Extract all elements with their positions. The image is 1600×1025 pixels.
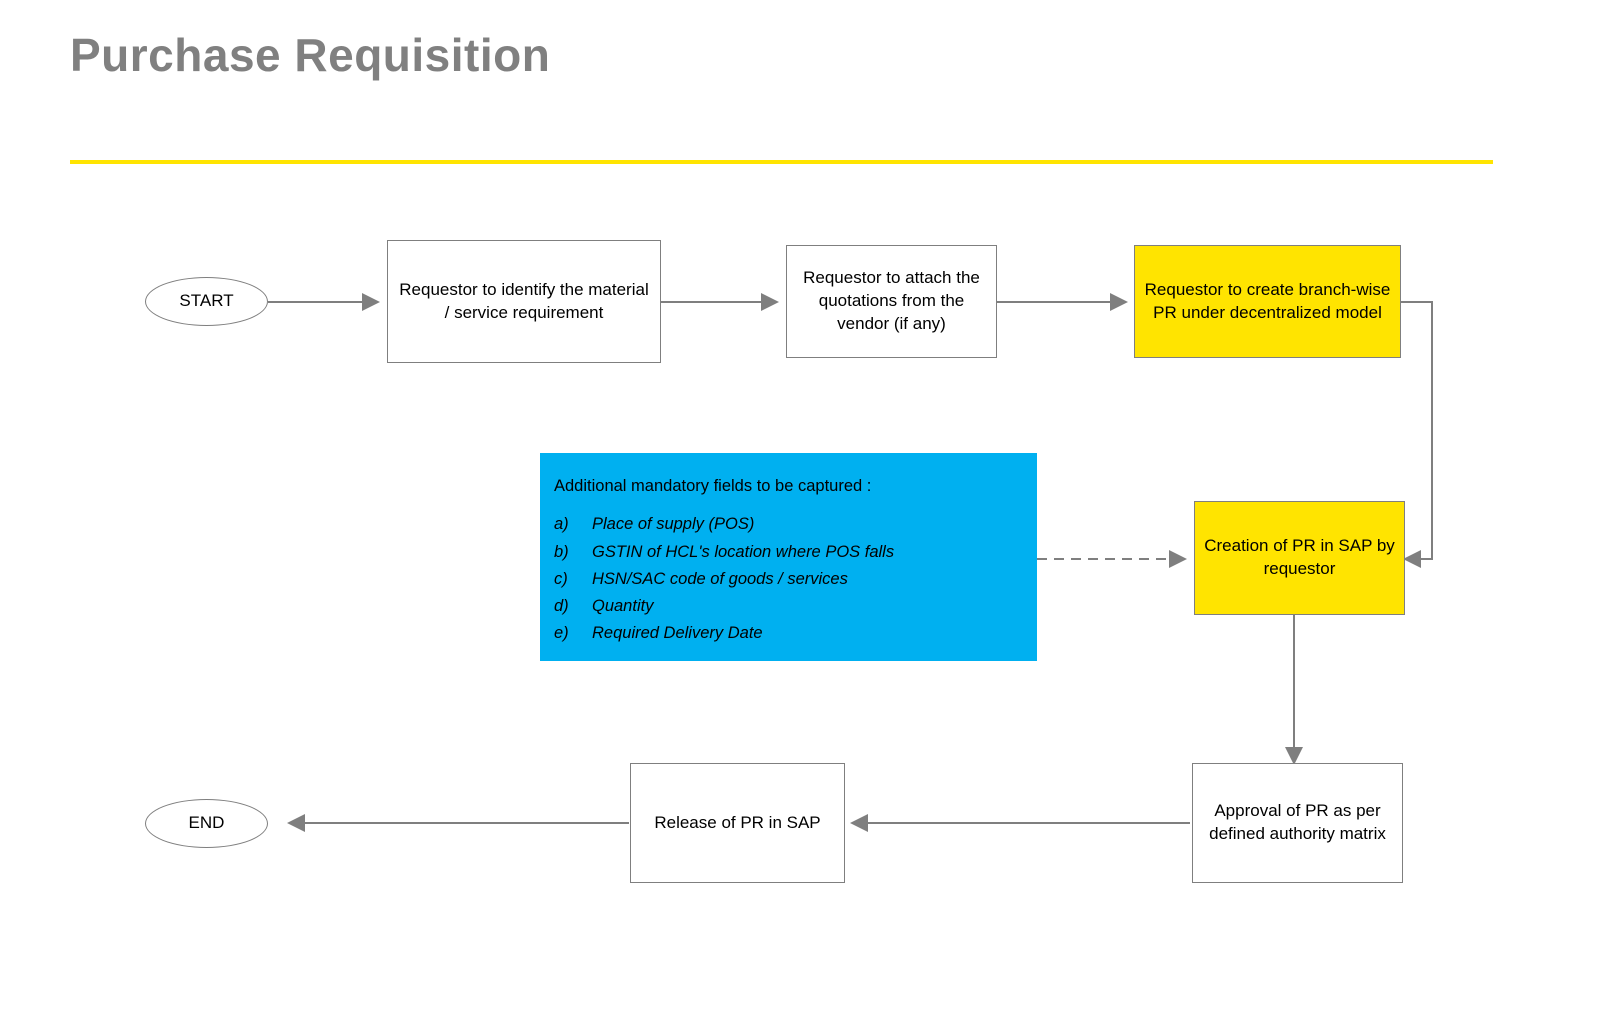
node-approval-authority-matrix-label: Approval of PR as per defined authority matrix (1209, 801, 1386, 843)
list-item-text: GSTIN of HCL's location where POS falls (592, 542, 895, 561)
node-release-pr-sap-label: Release of PR in SAP (654, 812, 821, 832)
node-approval-authority-matrix[interactable] (1192, 763, 1403, 883)
note-field-list (554, 513, 1023, 644)
list-item-text: Place of supply (POS) (592, 515, 755, 534)
list-item-marker: b) (554, 542, 569, 561)
node-identify-requirement-label: Requestor to identify the material / service requirement (399, 279, 649, 322)
note-title: Additional mandatory fields to be captured : (554, 477, 872, 495)
node-end-label: END (188, 813, 225, 833)
list-item-marker: e) (554, 624, 569, 643)
node-creation-pr-sap-label: Creation of PR in SAP by requestor (1204, 536, 1395, 578)
node-create-branch-pr-label: Requestor to create branch-wise PR under decentralized model (1144, 279, 1391, 322)
node-release-pr-sap[interactable] (630, 763, 845, 883)
list-item (554, 622, 1023, 644)
node-attach-quotations[interactable] (786, 245, 997, 358)
list-item (554, 513, 1023, 535)
list-item-marker: c) (554, 569, 568, 588)
page-title: Purchase Requisition (70, 29, 551, 81)
node-creation-pr-sap[interactable] (1194, 501, 1405, 615)
node-start-label: START (179, 291, 234, 311)
node-create-branch-pr[interactable] (1134, 245, 1401, 358)
note-mandatory-fields (540, 453, 1037, 661)
node-identify-requirement[interactable] (387, 240, 661, 363)
list-item-text: HSN/SAC code of goods / services (592, 569, 848, 588)
title-divider (70, 160, 1493, 164)
list-item-text: Required Delivery Date (592, 624, 763, 643)
node-attach-quotations-label: Requestor to attach the quotations from the vendor (if any) (803, 268, 980, 333)
list-item (554, 568, 1023, 590)
list-item (554, 541, 1023, 563)
list-item-marker: a) (554, 515, 569, 534)
node-end[interactable] (145, 799, 268, 848)
list-item-text: Quantity (592, 597, 654, 616)
node-start[interactable] (145, 277, 268, 326)
list-item (554, 595, 1023, 617)
list-item-marker: d) (554, 597, 569, 616)
